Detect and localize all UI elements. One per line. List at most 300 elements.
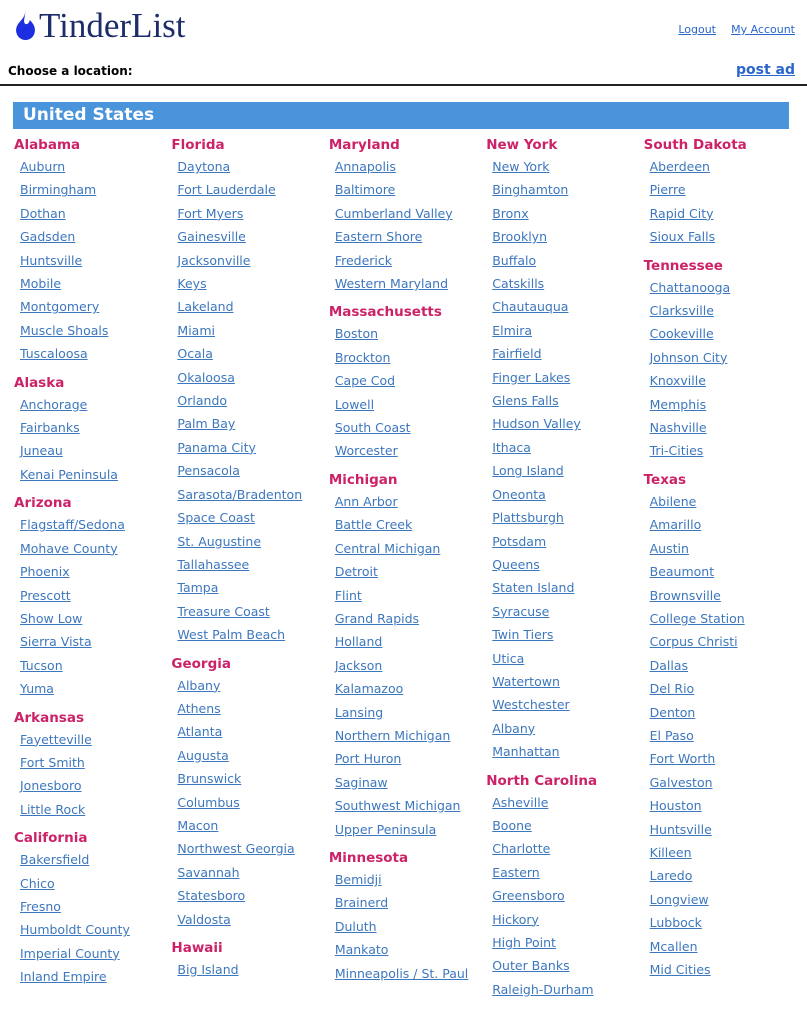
city-row (486, 717, 637, 740)
city-row (644, 771, 795, 794)
city-link[interactable]: Mobile (20, 276, 62, 292)
state-header: New York (486, 137, 558, 153)
city-link[interactable]: Daytona (177, 159, 231, 174)
city-row (329, 915, 480, 938)
city-row (14, 798, 165, 821)
state-section (486, 772, 637, 1002)
state-header: California (14, 830, 88, 847)
city-link[interactable]: Binghamton (492, 182, 569, 198)
city-row (644, 322, 795, 345)
state-column (644, 136, 801, 1009)
city-link[interactable]: Sierra Vista (20, 634, 92, 650)
state-column (486, 136, 643, 1009)
city-row (644, 393, 795, 416)
city-link[interactable]: Johnson City (649, 349, 728, 365)
city-row (171, 884, 322, 907)
city-link[interactable]: Hudson Valley (492, 416, 581, 432)
city-row (14, 872, 165, 895)
city-link[interactable]: Memphis (649, 396, 707, 412)
city-row (644, 747, 795, 770)
city-link[interactable]: Raleigh-Durham (492, 981, 594, 997)
city-link[interactable]: Knoxville (649, 373, 706, 389)
city-link[interactable]: High Point (492, 935, 556, 950)
city-link[interactable]: Western Maryland (334, 276, 449, 292)
city-row (329, 724, 480, 747)
state-section (14, 136, 165, 366)
city-row (171, 506, 322, 529)
city-row (171, 576, 322, 599)
city-link[interactable]: Southwest Michigan (334, 798, 461, 814)
city-row (486, 459, 637, 482)
city-link[interactable]: St. Augustine (177, 533, 262, 549)
city-link[interactable]: Boone (492, 817, 532, 833)
city-link[interactable]: Bronx (492, 205, 529, 221)
city-row (486, 366, 637, 389)
city-row (14, 654, 165, 677)
city-link[interactable]: Fairbanks (20, 420, 80, 436)
city-link[interactable]: Oneonta (492, 486, 546, 502)
city-row (14, 319, 165, 342)
city-link[interactable]: Boston (334, 326, 379, 342)
city-link[interactable]: Eastern Shore (334, 229, 423, 245)
city-link[interactable]: Northern Michigan (334, 727, 451, 743)
city-row (14, 202, 165, 225)
city-link[interactable]: Fort Lauderdale (177, 182, 276, 198)
city-link[interactable]: Show Low (20, 610, 83, 626)
city-link[interactable]: Grand Rapids (334, 610, 420, 626)
city-link[interactable]: Albany (177, 677, 221, 693)
city-link[interactable]: Nashville (649, 420, 707, 436)
city-row (171, 600, 322, 623)
city-link[interactable]: El Paso (649, 727, 694, 743)
city-row (171, 623, 322, 646)
city-link[interactable]: Humboldt County (20, 922, 130, 938)
city-link[interactable]: Laredo (649, 868, 693, 884)
city-row (644, 935, 795, 958)
city-row (644, 794, 795, 817)
city-row (14, 560, 165, 583)
city-row (171, 272, 322, 295)
city-link[interactable]: Frederick (334, 252, 392, 268)
logo[interactable] (10, 6, 186, 46)
city-link[interactable]: Lowell (334, 396, 375, 412)
city-row (171, 674, 322, 697)
state-header: Alabama (14, 137, 81, 153)
city-link[interactable]: Brainerd (334, 895, 389, 911)
city-link[interactable]: Long Island (492, 463, 564, 479)
city-link[interactable]: Denton (649, 704, 696, 720)
city-link[interactable]: Orlando (177, 393, 228, 409)
state-section (14, 374, 165, 487)
city-row (644, 841, 795, 864)
state-section (14, 494, 165, 700)
city-link[interactable]: Huntsville (649, 821, 712, 837)
city-row (14, 584, 165, 607)
city-link[interactable]: Chattanooga (649, 279, 731, 295)
city-row (486, 295, 637, 318)
city-link[interactable]: Kalamazoo (334, 681, 404, 697)
city-link[interactable]: College Station (649, 610, 745, 626)
city-link[interactable]: Big Island (177, 962, 239, 977)
city-link[interactable]: Flagstaff/Sedona (20, 517, 125, 533)
city-link[interactable]: Dallas (649, 657, 689, 673)
city-link[interactable]: Catskills (492, 276, 545, 292)
city-row (171, 459, 322, 482)
city-row (171, 202, 322, 225)
city-link[interactable]: Auburn (20, 159, 66, 174)
city-link[interactable]: Fort Smith (20, 754, 85, 770)
city-link[interactable]: Mid Cities (649, 962, 711, 977)
city-row (486, 837, 637, 860)
city-link[interactable]: Lansing (334, 704, 384, 720)
city-link[interactable]: Baltimore (334, 182, 396, 198)
city-row (171, 155, 322, 178)
city-link[interactable]: Greensboro (492, 888, 565, 904)
city-row (171, 249, 322, 272)
city-link[interactable]: Houston (649, 798, 702, 814)
city-link[interactable]: Augusta (177, 747, 229, 763)
city-row (644, 864, 795, 887)
city-link[interactable]: Utica (492, 650, 525, 666)
city-link[interactable]: Montgomery (20, 299, 100, 315)
logout-link[interactable]: Logout (678, 23, 716, 36)
city-link[interactable]: Annapolis (334, 159, 396, 174)
city-row (14, 249, 165, 272)
city-row (14, 342, 165, 365)
city-row (14, 895, 165, 918)
city-row (486, 791, 637, 814)
city-row (644, 537, 795, 560)
city-link[interactable]: Saginaw (334, 774, 388, 790)
city-link[interactable]: Corpus Christi (649, 634, 738, 650)
state-section (171, 939, 322, 981)
city-row (14, 513, 165, 536)
city-row (329, 272, 480, 295)
state-column (171, 136, 328, 1009)
city-link[interactable]: Central Michigan (334, 540, 441, 556)
city-link[interactable]: Pierre (649, 182, 686, 198)
city-link[interactable]: Clarksville (649, 303, 714, 319)
city-link[interactable]: Juneau (20, 443, 63, 459)
city-row (644, 276, 795, 299)
state-header: North Carolina (486, 772, 598, 789)
city-row (644, 701, 795, 724)
location-toolbar (0, 46, 807, 86)
city-link[interactable]: Sarasota/Bradenton (177, 486, 303, 502)
city-link[interactable]: Imperial County (20, 945, 120, 961)
city-link[interactable]: Little Rock (20, 801, 86, 817)
city-link[interactable]: Austin (649, 540, 689, 556)
city-row (329, 701, 480, 724)
city-link[interactable]: Plattsburgh (492, 510, 564, 526)
city-link[interactable]: Muscle Shoals (20, 322, 109, 338)
city-link[interactable]: Brooklyn (492, 229, 547, 245)
city-row (329, 202, 480, 225)
city-link[interactable]: Space Coast (177, 510, 255, 526)
city-row (486, 202, 637, 225)
city-row (171, 791, 322, 814)
city-row (486, 931, 637, 954)
city-link[interactable]: Queens (492, 556, 540, 572)
city-row (329, 346, 480, 369)
city-row (329, 607, 480, 630)
city-row (486, 436, 637, 459)
city-row (486, 576, 637, 599)
state-header: Alaska (14, 374, 65, 391)
city-row (171, 436, 322, 459)
city-row (14, 751, 165, 774)
city-link[interactable]: Fort Worth (649, 751, 716, 767)
city-link[interactable]: Finger Lakes (492, 369, 571, 385)
city-link[interactable]: Gadsden (20, 229, 76, 245)
city-row (486, 319, 637, 342)
city-row (486, 272, 637, 295)
city-link[interactable]: Okaloosa (177, 369, 235, 385)
city-link[interactable]: Hickory (492, 911, 539, 927)
city-link[interactable]: Tri-Cities (649, 443, 704, 459)
city-row (171, 389, 322, 412)
city-row (644, 225, 795, 248)
city-row (644, 654, 795, 677)
city-link[interactable]: Minneapolis / St. Paul (334, 965, 469, 981)
city-link[interactable]: Jackson (334, 657, 383, 673)
city-row (329, 584, 480, 607)
city-row (644, 346, 795, 369)
city-row (14, 416, 165, 439)
city-link[interactable]: Statesboro (177, 888, 246, 904)
city-row (329, 513, 480, 536)
city-link[interactable]: Mohave County (20, 540, 118, 556)
city-link[interactable]: Chico (20, 875, 55, 891)
city-link[interactable]: Charlotte (492, 841, 551, 857)
city-link[interactable]: Galveston (649, 774, 713, 790)
city-link[interactable]: Beaumont (649, 564, 715, 580)
city-link[interactable]: Phoenix (20, 564, 70, 580)
city-link[interactable]: Watertown (492, 673, 560, 689)
city-link[interactable]: Jacksonville (177, 252, 251, 268)
city-link[interactable]: Kenai Peninsula (20, 466, 118, 482)
city-row (329, 225, 480, 248)
city-link[interactable]: Bemidji (334, 871, 382, 887)
state-header: Arizona (14, 495, 72, 512)
city-row (329, 938, 480, 961)
city-link[interactable]: Aberdeen (649, 159, 710, 174)
city-row (14, 225, 165, 248)
city-link[interactable]: Potsdam (492, 533, 547, 549)
city-row (171, 908, 322, 931)
city-row (486, 861, 637, 884)
city-row (486, 249, 637, 272)
city-link[interactable]: Miami (177, 322, 215, 338)
city-link[interactable]: Bakersfield (20, 852, 90, 868)
city-link[interactable]: Sioux Falls (649, 229, 716, 245)
top-nav (668, 18, 795, 37)
state-section (486, 136, 637, 764)
city-link[interactable]: Brunswick (177, 771, 242, 787)
city-link[interactable]: Tampa (177, 580, 219, 596)
city-link[interactable]: Staten Island (492, 580, 575, 596)
city-link[interactable]: Brockton (334, 349, 391, 365)
country-banner: United States (13, 102, 789, 129)
city-row (486, 178, 637, 201)
city-link[interactable]: Atlanta (177, 724, 223, 740)
city-link[interactable]: Northwest Georgia (177, 841, 295, 857)
city-link[interactable]: Gainesville (177, 229, 246, 245)
my-account-link[interactable]: My Account (731, 23, 795, 36)
city-row (644, 888, 795, 911)
city-row (329, 249, 480, 272)
city-row (329, 178, 480, 201)
city-link[interactable]: Port Huron (334, 751, 402, 767)
city-row (14, 393, 165, 416)
city-row (486, 155, 637, 178)
city-link[interactable]: Tucson (20, 657, 63, 673)
city-link[interactable]: Valdosta (177, 911, 231, 927)
city-link[interactable]: Cumberland Valley (334, 205, 453, 221)
city-link[interactable]: Abilene (649, 493, 697, 509)
city-row (171, 412, 322, 435)
post-ad-link[interactable]: post ad (735, 62, 795, 78)
state-section (644, 471, 795, 982)
state-header: Maryland (328, 137, 400, 153)
city-link[interactable]: Upper Peninsula (334, 821, 437, 837)
city-row (171, 814, 322, 837)
city-row (329, 818, 480, 841)
city-row (171, 178, 322, 201)
city-link[interactable]: Keys (177, 276, 207, 292)
city-link[interactable]: Fresno (20, 898, 61, 914)
city-link[interactable]: Lubbock (649, 915, 702, 931)
city-link[interactable]: Worcester (334, 443, 398, 459)
city-link[interactable]: Ann Arbor (334, 493, 398, 509)
city-row (14, 774, 165, 797)
city-link[interactable]: Asheville (492, 794, 549, 810)
city-link[interactable]: Inland Empire (20, 969, 107, 985)
city-link[interactable]: Elmira (492, 322, 533, 338)
state-section (329, 136, 480, 295)
city-link[interactable]: Killeen (649, 844, 692, 860)
state-section (14, 709, 165, 822)
city-row (171, 530, 322, 553)
city-row (644, 439, 795, 462)
state-section (171, 136, 322, 647)
city-row (171, 483, 322, 506)
city-link[interactable]: Battle Creek (334, 517, 413, 533)
city-link[interactable]: Yuma (20, 681, 54, 697)
city-link[interactable]: Duluth (334, 918, 377, 934)
city-link[interactable]: Prescott (20, 587, 71, 603)
city-row (329, 155, 480, 178)
city-link[interactable]: Ithaca (492, 439, 531, 455)
city-row (14, 439, 165, 462)
state-header: Minnesota (328, 849, 409, 866)
city-row (644, 178, 795, 201)
city-row (14, 965, 165, 988)
city-link[interactable]: Detroit (334, 564, 378, 580)
city-row (171, 767, 322, 790)
city-link[interactable]: Flint (334, 587, 362, 603)
city-link[interactable]: Twin Tiers (492, 627, 554, 643)
city-link[interactable]: Huntsville (20, 252, 83, 268)
city-link[interactable]: Longview (649, 891, 709, 907)
city-link[interactable]: Manhattan (492, 744, 560, 760)
city-link[interactable]: Outer Banks (492, 958, 570, 974)
city-link[interactable]: West Palm Beach (177, 627, 286, 643)
city-link[interactable]: Ocala (177, 346, 213, 362)
columns (0, 129, 807, 1009)
city-link[interactable]: Mankato (334, 942, 389, 958)
city-link[interactable]: Buffalo (492, 252, 537, 268)
city-link[interactable]: Dothan (20, 205, 66, 221)
city-link[interactable]: Fort Myers (177, 205, 244, 221)
city-link[interactable]: Rapid City (649, 205, 714, 221)
city-row (171, 553, 322, 576)
city-row (171, 720, 322, 743)
city-row (486, 412, 637, 435)
city-row (329, 771, 480, 794)
city-row (486, 225, 637, 248)
city-link[interactable]: Savannah (177, 864, 240, 880)
city-link[interactable]: South Coast (334, 420, 411, 436)
city-link[interactable]: Macon (177, 817, 219, 833)
city-link[interactable]: Albany (492, 720, 536, 736)
city-link[interactable]: Jonesboro (20, 778, 82, 794)
city-row (171, 744, 322, 767)
city-link[interactable]: Pensacola (177, 463, 240, 479)
city-row (486, 530, 637, 553)
city-row (486, 506, 637, 529)
state-header: Massachusetts (328, 304, 442, 321)
city-link[interactable]: Mcallen (649, 938, 698, 954)
city-link[interactable]: Eastern (492, 864, 540, 880)
state-section (171, 655, 322, 931)
city-row (486, 623, 637, 646)
city-link[interactable]: Fairfield (492, 346, 542, 362)
state-header: Michigan (328, 471, 398, 488)
city-link[interactable]: Birmingham (20, 182, 97, 198)
city-link[interactable]: Tuscaloosa (20, 346, 88, 362)
city-link[interactable]: Panama City (177, 439, 256, 455)
city-row (486, 553, 637, 576)
city-link[interactable]: Amarillo (649, 517, 702, 533)
city-link[interactable]: Chautauqua (492, 299, 569, 315)
city-link[interactable]: Holland (334, 634, 383, 650)
city-link[interactable]: Athens (177, 700, 221, 716)
city-link[interactable]: Palm Bay (177, 416, 236, 432)
city-row (644, 584, 795, 607)
city-link[interactable]: Del Rio (649, 681, 695, 697)
city-link[interactable]: Glens Falls (492, 393, 559, 409)
city-link[interactable]: Cookeville (649, 326, 714, 342)
city-link[interactable]: Syracuse (492, 603, 550, 619)
city-row (14, 607, 165, 630)
state-section (329, 471, 480, 841)
city-row (486, 740, 637, 763)
city-link[interactable]: Cape Cod (334, 373, 396, 389)
city-link[interactable]: New York (492, 159, 550, 174)
city-link[interactable]: Fayetteville (20, 731, 92, 747)
city-row (486, 693, 637, 716)
city-link[interactable]: Westchester (492, 697, 570, 713)
city-row (329, 868, 480, 891)
city-link[interactable]: Tallahassee (177, 556, 250, 572)
city-link[interactable]: Lakeland (177, 299, 234, 315)
city-row (171, 958, 322, 981)
city-link[interactable]: Brownsville (649, 587, 721, 603)
city-link[interactable]: Columbus (177, 794, 240, 810)
city-link[interactable]: Anchorage (20, 396, 88, 412)
city-link[interactable]: Treasure Coast (177, 603, 270, 619)
